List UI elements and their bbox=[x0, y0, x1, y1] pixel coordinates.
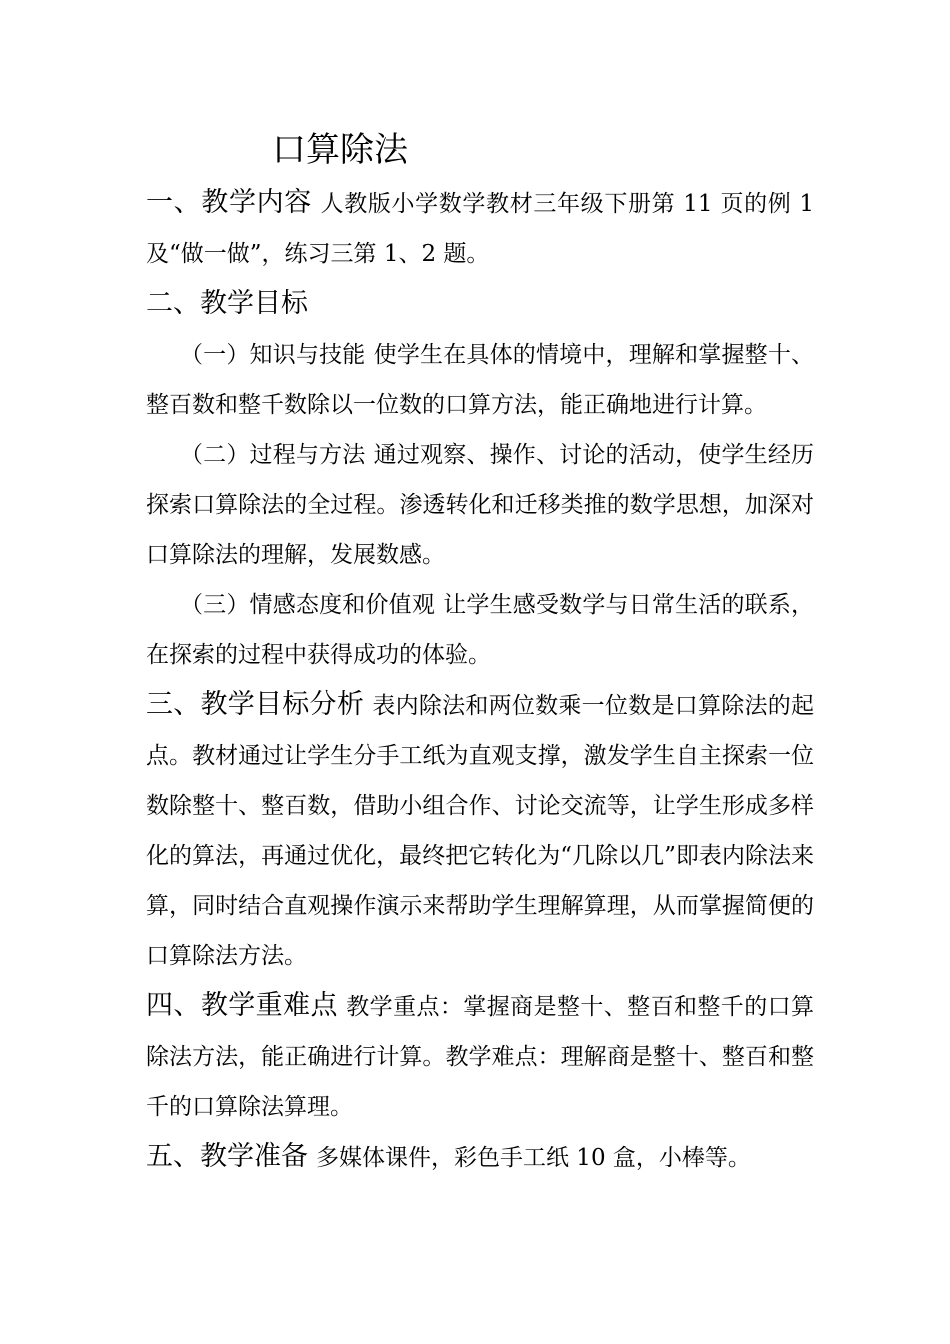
goal-process-method bbox=[146, 430, 814, 580]
section-text: 多媒体课件，彩色手工纸 10 盒，小棒等。 bbox=[316, 1145, 751, 1171]
section-heading: 三、教学目标分析 bbox=[146, 689, 365, 720]
goal-knowledge-skills bbox=[146, 330, 814, 430]
section-teaching-goals bbox=[146, 279, 814, 330]
section-teaching-content bbox=[146, 178, 814, 279]
goal-label: （一）知识与技能 bbox=[180, 342, 366, 368]
section-text: 表内除法和两位数乘一位数是口算除法的起点。教材通过让学生分手工纸为直观支撑，激发学生自主探索一位数除整十、整百数，借助小组合作、讨论交流等，让学生形成多样化的算法，再通过优化，最终把它转化为“几除以几”即表内除法来算，同时结合直观操作演示来帮助学生理解算理，从而掌握简便的口算除法方法。 bbox=[146, 693, 815, 969]
section-text: 人教版小学数学教材三年级下册第 11 页的例 1 及“做一做”，练习三第 1、2 题。 bbox=[146, 191, 814, 267]
goal-label: （二）过程与方法 bbox=[180, 442, 366, 468]
section-text: 教学重点：掌握商是整十、整百和整千的口算除法方法，能正确进行计算。教学难点：理解商是整十、整百和整千的口算除法算理。 bbox=[146, 994, 815, 1120]
section-heading: 四、教学重难点 bbox=[146, 990, 338, 1021]
document-body bbox=[146, 178, 814, 1183]
section-heading: 一、教学内容 bbox=[146, 187, 312, 218]
goal-label: （三）情感态度和价值观 bbox=[180, 592, 436, 618]
goal-emotion-values bbox=[146, 580, 814, 680]
section-teaching-preparation bbox=[146, 1132, 814, 1183]
goal-text: 使学生在具体的情境中，理解和掌握整十、整百数和整千数除以一位数的口算方法，能正确地进行计算。 bbox=[146, 342, 815, 418]
section-key-difficult-points bbox=[146, 981, 814, 1132]
document-title: 口算除法 bbox=[272, 130, 408, 170]
goal-text: 让学生感受数学与日常生活的联系，在探索的过程中获得成功的体验。 bbox=[146, 592, 815, 668]
goal-text: 通过观察、操作、讨论的活动，使学生经历探索口算除法的全过程。渗透转化和迁移类推的数学思想，加深对口算除法的理解，发展数感。 bbox=[146, 442, 815, 568]
section-heading: 五、教学准备 bbox=[146, 1141, 308, 1172]
section-heading: 二、教学目标 bbox=[146, 288, 308, 319]
section-goal-analysis bbox=[146, 680, 814, 981]
